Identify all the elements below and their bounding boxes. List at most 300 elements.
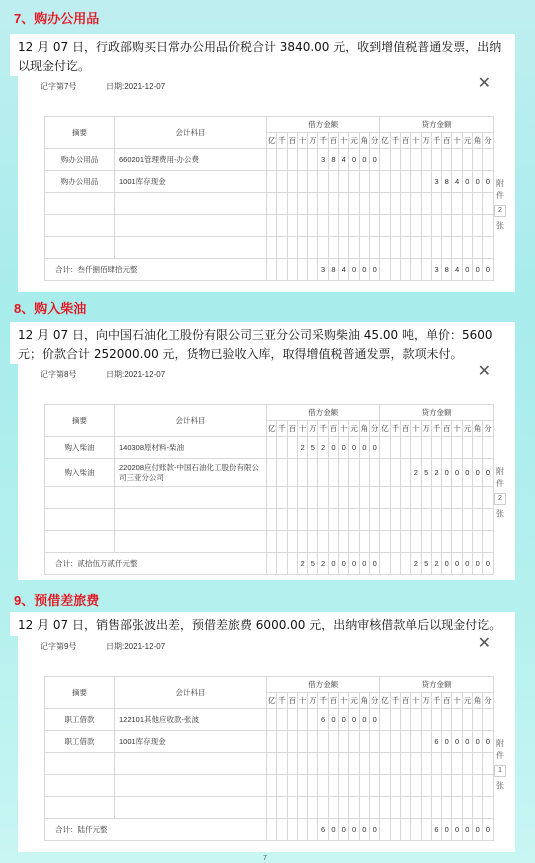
amount-digit	[267, 731, 277, 753]
amount-digit: 0	[359, 437, 369, 459]
amount-digit	[380, 797, 390, 819]
empty-row	[45, 237, 494, 259]
digit-header: 分	[483, 133, 493, 149]
amount-digit: 0	[473, 819, 483, 841]
amount-digit	[328, 531, 338, 553]
amount-digit	[277, 553, 287, 575]
amount-digit	[483, 531, 493, 553]
amount-digit	[267, 509, 277, 531]
total-label: 合计：叁仟捌佰肆拾元整	[45, 259, 267, 281]
amount-digit: 0	[339, 553, 349, 575]
entry-summary	[45, 509, 115, 531]
amount-digit	[369, 531, 379, 553]
digit-header: 元	[462, 421, 472, 437]
amount-digit	[452, 509, 462, 531]
digit-header: 十	[297, 693, 307, 709]
close-icon[interactable]: ✕	[477, 635, 491, 652]
amount-digit	[328, 797, 338, 819]
header-summary: 摘要	[45, 117, 115, 149]
amount-digit	[390, 171, 400, 193]
amount-digit	[390, 531, 400, 553]
amount-digit	[462, 753, 472, 775]
amount-digit: 2	[318, 437, 328, 459]
amount-digit	[452, 437, 462, 459]
voucher-date: 日期:2021-12-07	[106, 82, 166, 91]
amount-digit	[369, 509, 379, 531]
amount-digit: 0	[349, 149, 359, 171]
amount-digit	[287, 731, 297, 753]
amount-digit	[328, 215, 338, 237]
amount-digit	[287, 487, 297, 509]
digit-header: 百	[328, 693, 338, 709]
amount-digit	[400, 709, 410, 731]
amount-digit: 3	[431, 171, 441, 193]
amount-digit: 0	[473, 731, 483, 753]
amount-digit: 0	[483, 171, 493, 193]
amount-digit	[349, 531, 359, 553]
amount-digit	[390, 215, 400, 237]
amount-digit	[421, 709, 431, 731]
amount-digit	[328, 775, 338, 797]
amount-digit	[297, 709, 307, 731]
digit-header: 角	[359, 133, 369, 149]
total-label: 合计：陆仟元整	[45, 819, 267, 841]
amount-digit	[328, 171, 338, 193]
amount-digit: 0	[442, 819, 452, 841]
entry-row	[45, 437, 494, 459]
digit-header: 千	[431, 421, 441, 437]
total-row	[45, 259, 494, 281]
amount-digit	[400, 437, 410, 459]
digit-header: 分	[369, 133, 379, 149]
entry-summary	[45, 215, 115, 237]
digit-header: 角	[473, 421, 483, 437]
amount-digit	[483, 775, 493, 797]
amount-digit	[380, 709, 390, 731]
amount-digit	[431, 437, 441, 459]
amount-digit	[318, 509, 328, 531]
voucher-date: 日期:2021-12-07	[106, 370, 166, 379]
amount-digit	[297, 237, 307, 259]
digit-header: 千	[390, 133, 400, 149]
amount-digit	[462, 709, 472, 731]
voucher-table	[44, 676, 494, 841]
amount-digit	[318, 797, 328, 819]
amount-digit	[380, 193, 390, 215]
amount-digit	[349, 215, 359, 237]
entry-row	[45, 731, 494, 753]
amount-digit	[308, 487, 318, 509]
amount-digit: 0	[339, 437, 349, 459]
amount-digit	[277, 731, 287, 753]
amount-digit	[411, 753, 421, 775]
amount-digit	[380, 215, 390, 237]
header-summary: 摘要	[45, 405, 115, 437]
amount-digit	[452, 237, 462, 259]
amount-digit: 0	[452, 553, 462, 575]
digit-header: 十	[339, 133, 349, 149]
amount-digit	[473, 775, 483, 797]
header-credit: 贷方金额	[380, 405, 493, 421]
amount-digit	[400, 775, 410, 797]
digit-header: 亿	[267, 693, 277, 709]
amount-digit	[462, 531, 472, 553]
amount-digit	[308, 775, 318, 797]
amount-digit	[297, 797, 307, 819]
digit-header: 角	[473, 693, 483, 709]
amount-digit	[431, 775, 441, 797]
amount-digit	[473, 709, 483, 731]
amount-digit	[297, 509, 307, 531]
amount-digit	[400, 819, 410, 841]
amount-digit	[359, 775, 369, 797]
amount-digit	[369, 459, 379, 487]
amount-digit	[380, 775, 390, 797]
digit-header: 千	[318, 421, 328, 437]
amount-digit	[267, 753, 277, 775]
attachment-count	[493, 178, 507, 232]
digit-header: 万	[421, 693, 431, 709]
amount-digit	[431, 531, 441, 553]
amount-digit	[359, 487, 369, 509]
amount-digit	[411, 215, 421, 237]
amount-digit	[277, 797, 287, 819]
section-heading: 7、购办公用品	[14, 11, 100, 26]
amount-digit	[483, 215, 493, 237]
digit-header: 亿	[267, 133, 277, 149]
amount-digit	[390, 459, 400, 487]
amount-digit: 6	[318, 819, 328, 841]
voucher	[18, 364, 515, 580]
attach-number: 1	[494, 765, 506, 777]
amount-digit: 0	[339, 709, 349, 731]
amount-digit	[452, 753, 462, 775]
section-heading: 8、购入柴油	[14, 301, 87, 316]
digit-header: 亿	[380, 693, 390, 709]
amount-digit	[380, 237, 390, 259]
entry-subject	[115, 487, 267, 509]
amount-digit	[380, 509, 390, 531]
entry-row	[45, 459, 494, 487]
digit-header: 分	[369, 421, 379, 437]
amount-digit	[339, 237, 349, 259]
amount-digit	[308, 171, 318, 193]
amount-digit	[462, 237, 472, 259]
amount-digit	[339, 531, 349, 553]
digit-header: 元	[462, 693, 472, 709]
amount-digit	[421, 731, 431, 753]
amount-digit	[462, 193, 472, 215]
amount-digit	[400, 215, 410, 237]
amount-digit	[318, 237, 328, 259]
header-subject: 会计科目	[115, 405, 267, 437]
entry-subject	[115, 775, 267, 797]
amount-digit	[462, 797, 472, 819]
amount-digit	[267, 709, 277, 731]
amount-digit	[462, 215, 472, 237]
amount-digit	[431, 709, 441, 731]
amount-digit	[277, 775, 287, 797]
amount-digit	[277, 459, 287, 487]
amount-digit: 0	[483, 731, 493, 753]
digit-header: 亿	[267, 421, 277, 437]
amount-digit	[380, 459, 390, 487]
amount-digit: 0	[473, 171, 483, 193]
amount-digit	[421, 487, 431, 509]
header-debit: 借方金额	[267, 405, 380, 421]
voucher	[18, 76, 515, 292]
amount-digit	[328, 487, 338, 509]
amount-digit	[349, 193, 359, 215]
header-debit: 借方金额	[267, 677, 380, 693]
amount-digit	[318, 531, 328, 553]
amount-digit	[369, 753, 379, 775]
amount-digit	[359, 459, 369, 487]
voucher-number: 记字第9号	[40, 642, 77, 651]
amount-digit	[390, 259, 400, 281]
amount-digit	[349, 459, 359, 487]
digit-header: 分	[483, 421, 493, 437]
header-debit: 借方金额	[267, 117, 380, 133]
amount-digit: 0	[462, 171, 472, 193]
digit-header: 十	[452, 693, 462, 709]
digit-header: 亿	[380, 421, 390, 437]
digit-header: 千	[431, 693, 441, 709]
amount-digit: 0	[369, 149, 379, 171]
amount-digit	[318, 193, 328, 215]
amount-digit	[297, 487, 307, 509]
amount-digit	[380, 487, 390, 509]
digit-header: 百	[442, 421, 452, 437]
amount-digit: 8	[442, 171, 452, 193]
amount-digit	[369, 193, 379, 215]
amount-digit	[462, 775, 472, 797]
amount-digit: 0	[462, 819, 472, 841]
digit-header: 亿	[380, 133, 390, 149]
amount-digit	[452, 487, 462, 509]
amount-digit	[267, 193, 277, 215]
amount-digit: 8	[328, 149, 338, 171]
digit-header: 万	[308, 693, 318, 709]
amount-digit	[297, 753, 307, 775]
amount-digit	[400, 509, 410, 531]
entry-subject	[115, 215, 267, 237]
amount-digit	[297, 193, 307, 215]
amount-digit	[473, 753, 483, 775]
amount-digit	[318, 753, 328, 775]
attach-unit: 张	[496, 509, 504, 518]
amount-digit	[431, 237, 441, 259]
amount-digit	[390, 553, 400, 575]
empty-row	[45, 753, 494, 775]
digit-header: 万	[308, 421, 318, 437]
amount-digit	[297, 459, 307, 487]
amount-digit: 0	[462, 459, 472, 487]
amount-digit: 0	[483, 259, 493, 281]
entry-subject	[115, 797, 267, 819]
amount-digit: 5	[421, 459, 431, 487]
amount-digit: 0	[328, 819, 338, 841]
amount-digit: 0	[349, 819, 359, 841]
amount-digit	[442, 237, 452, 259]
digit-header: 百	[328, 421, 338, 437]
amount-digit	[421, 171, 431, 193]
amount-digit	[267, 149, 277, 171]
digit-header: 千	[390, 421, 400, 437]
digit-header: 万	[421, 421, 431, 437]
amount-digit	[411, 509, 421, 531]
entry-summary	[45, 775, 115, 797]
amount-digit	[308, 753, 318, 775]
attach-label: 附件	[496, 467, 504, 488]
amount-digit	[359, 797, 369, 819]
section-heading: 9、预借差旅费	[14, 593, 100, 608]
amount-digit	[473, 797, 483, 819]
amount-digit: 2	[318, 553, 328, 575]
amount-digit	[390, 437, 400, 459]
amount-digit	[452, 797, 462, 819]
amount-digit	[442, 437, 452, 459]
amount-digit	[328, 459, 338, 487]
amount-digit	[411, 437, 421, 459]
close-icon[interactable]: ✕	[477, 363, 491, 380]
digit-header: 十	[411, 133, 421, 149]
amount-digit	[277, 487, 287, 509]
amount-digit	[277, 531, 287, 553]
amount-digit	[287, 797, 297, 819]
amount-digit: 6	[318, 709, 328, 731]
amount-digit	[267, 459, 277, 487]
amount-digit	[359, 731, 369, 753]
amount-digit	[369, 237, 379, 259]
amount-digit	[390, 237, 400, 259]
amount-digit: 0	[328, 553, 338, 575]
amount-digit	[349, 237, 359, 259]
voucher-date: 日期:2021-12-07	[106, 642, 166, 651]
amount-digit: 0	[369, 819, 379, 841]
amount-digit	[442, 149, 452, 171]
amount-digit	[380, 553, 390, 575]
amount-digit	[452, 531, 462, 553]
amount-digit	[483, 753, 493, 775]
amount-digit	[308, 709, 318, 731]
amount-digit: 8	[442, 259, 452, 281]
amount-digit	[277, 437, 287, 459]
close-icon[interactable]: ✕	[477, 75, 491, 92]
amount-digit: 6	[431, 819, 441, 841]
voucher-number: 记字第7号	[40, 82, 77, 91]
amount-digit	[483, 797, 493, 819]
header-credit: 贷方金额	[380, 117, 493, 133]
header-summary: 摘要	[45, 677, 115, 709]
amount-digit	[390, 819, 400, 841]
amount-digit: 0	[442, 731, 452, 753]
entry-subject	[115, 531, 267, 553]
attach-label: 附件	[496, 179, 504, 200]
voucher	[18, 636, 515, 852]
amount-digit: 0	[349, 553, 359, 575]
amount-digit	[390, 753, 400, 775]
amount-digit: 2	[411, 459, 421, 487]
voucher-table	[44, 404, 494, 575]
amount-digit	[328, 193, 338, 215]
amount-digit	[369, 731, 379, 753]
amount-digit	[287, 819, 297, 841]
amount-digit	[483, 193, 493, 215]
amount-digit: 0	[442, 459, 452, 487]
digit-header: 十	[339, 693, 349, 709]
amount-digit: 0	[483, 819, 493, 841]
amount-digit	[483, 509, 493, 531]
amount-digit: 0	[349, 709, 359, 731]
amount-digit	[297, 775, 307, 797]
amount-digit	[277, 193, 287, 215]
amount-digit: 2	[431, 553, 441, 575]
amount-digit	[267, 259, 277, 281]
amount-digit	[267, 531, 277, 553]
amount-digit	[328, 509, 338, 531]
amount-digit	[411, 237, 421, 259]
amount-digit	[287, 437, 297, 459]
digit-header: 百	[287, 133, 297, 149]
entry-summary	[45, 193, 115, 215]
amount-digit	[349, 171, 359, 193]
amount-digit	[308, 731, 318, 753]
amount-digit	[359, 531, 369, 553]
amount-digit	[308, 531, 318, 553]
amount-digit: 0	[473, 553, 483, 575]
amount-digit: 5	[308, 553, 318, 575]
amount-digit	[390, 775, 400, 797]
amount-digit	[297, 819, 307, 841]
digit-header: 分	[369, 693, 379, 709]
amount-digit	[328, 731, 338, 753]
amount-digit	[359, 193, 369, 215]
digit-header: 千	[277, 421, 287, 437]
amount-digit	[400, 487, 410, 509]
digit-header: 千	[277, 133, 287, 149]
amount-digit	[400, 149, 410, 171]
entry-subject	[115, 237, 267, 259]
amount-digit	[380, 731, 390, 753]
amount-digit	[411, 531, 421, 553]
amount-digit	[431, 149, 441, 171]
amount-digit	[267, 487, 277, 509]
entry-subject: 140308原材料-柴油	[115, 437, 267, 459]
entry-summary: 购办公用品	[45, 171, 115, 193]
amount-digit	[318, 731, 328, 753]
amount-digit	[452, 149, 462, 171]
amount-digit	[318, 459, 328, 487]
digit-header: 十	[339, 421, 349, 437]
digit-header: 元	[349, 693, 359, 709]
amount-digit	[308, 819, 318, 841]
amount-digit	[318, 215, 328, 237]
entry-subject	[115, 509, 267, 531]
digit-header: 元	[349, 421, 359, 437]
amount-digit	[359, 753, 369, 775]
amount-digit	[431, 797, 441, 819]
amount-digit: 0	[369, 437, 379, 459]
amount-digit	[421, 437, 431, 459]
header-subject: 会计科目	[115, 677, 267, 709]
amount-digit: 0	[349, 259, 359, 281]
digit-header: 千	[318, 693, 328, 709]
empty-row	[45, 797, 494, 819]
amount-digit	[287, 171, 297, 193]
amount-digit	[369, 215, 379, 237]
amount-digit: 0	[349, 437, 359, 459]
